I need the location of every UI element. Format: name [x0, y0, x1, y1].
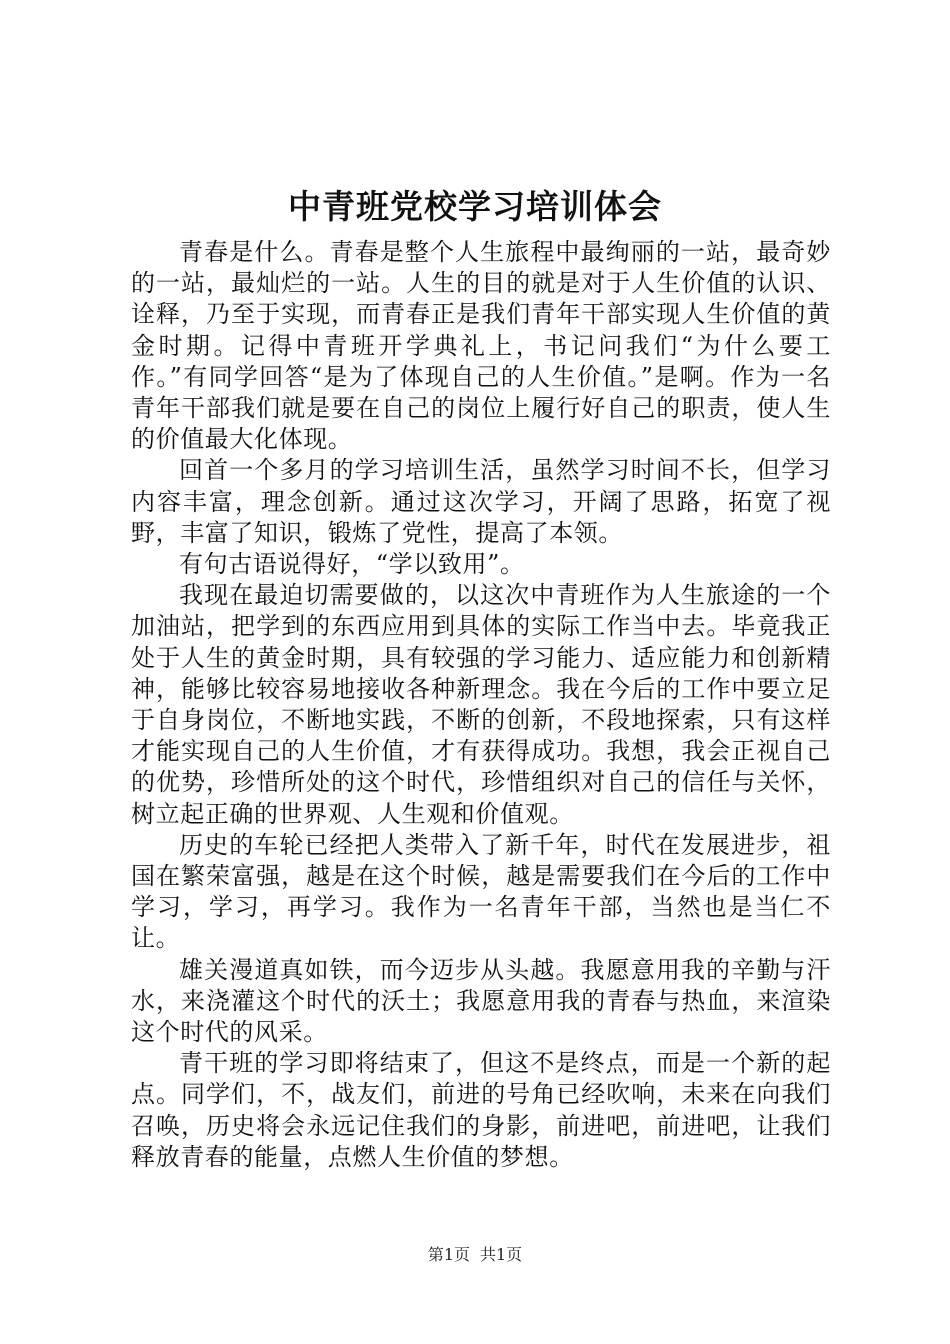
- paragraph: 历史的车轮已经把人类带入了新千年，时代在发展进步，祖国在繁荣富强，越是在这个时候，越是需要我们在今后的工作中学习，学习，再学习。我作为一名青年干部，当然也是当仁不让。: [131, 830, 831, 953]
- page-total: 共1页: [480, 1245, 523, 1264]
- document-title: 中青班党校学习培训体会: [288, 187, 662, 226]
- paragraph: 青春是什么。青春是整个人生旅程中最绚丽的一站，最奇妙的一站，最灿烂的一站。人生的目的就是对于人生价值的认识、诠释，乃至于实现，而青春正是我们青年干部实现人生价值的黄金时期。记得中青班开学典礼上，书记问我们“为什么要工作。”有同学回答“是为了体现自己的人生价值。”是啊。作为一名青年干部我们就是要在自己的岗位上履行好自己的职责，使人生的价值最大化体现。: [131, 238, 831, 454]
- paragraph: 我现在最迫切需要做的，以这次中青班作为人生旅途的一个加油站，把学到的东西应用到具体的实际工作当中去。毕竟我正处于人生的黄金时期，具有较强的学习能力、适应能力和创新精神，能够比较容易地接收各种新理念。我在今后的工作中要立足于自身岗位，不断地实践，不断的创新，不段地探索，只有这样才能实现自己的人生价值，才有获得成功。我想，我会正视自己的优势，珍惜所处的这个时代，珍惜组织对自己的信任与关怀，树立起正确的世界观、人生观和价值观。: [131, 581, 831, 828]
- paragraph: 回首一个多月的学习培训生活，虽然学习时间不长，但学习内容丰富，理念创新。通过这次学习，开阔了思路，拓宽了视野，丰富了知识，锻炼了党性，提高了本领。: [131, 456, 831, 547]
- document-body: [131, 237, 831, 1173]
- page-footer: [0, 1244, 950, 1266]
- paragraph: 有句古语说得好，“学以致用”。: [179, 550, 525, 579]
- page-number: 第1页: [427, 1245, 470, 1264]
- paragraph: 雄关漫道真如铁，而今迈步从头越。我愿意用我的辛勤与汗水，来浇灌这个时代的沃土；我愿意用我的青春与热血，来渲染这个时代的风采。: [131, 955, 831, 1047]
- paragraph: 青干班的学习即将结束了，但这不是终点，而是一个新的起点。同学们，不，战友们，前进的号角已经吹响，未来在向我们召唤，历史将会永远记住我们的身影，前进吧，前进吧，让我们释放青春的能量，点燃人生价值的梦想。: [131, 1049, 831, 1171]
